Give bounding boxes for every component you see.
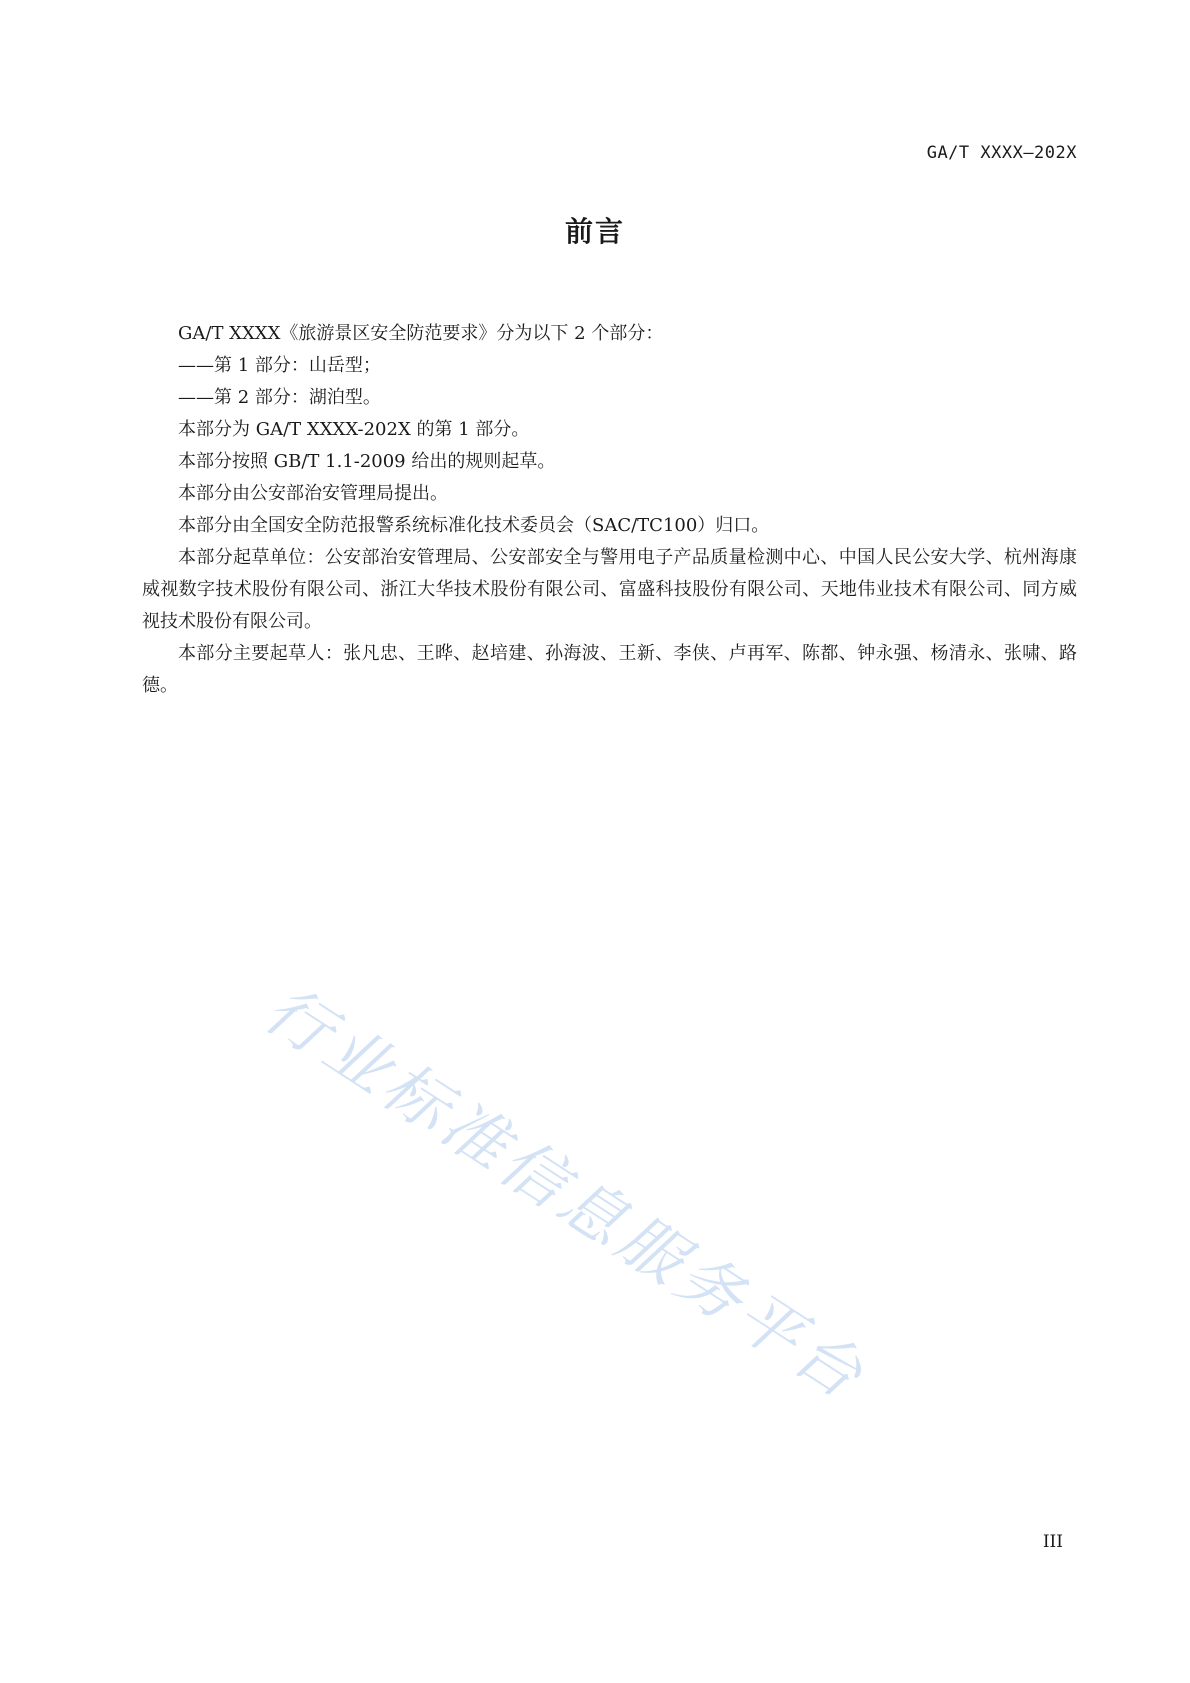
page-title: 前言 (564, 215, 625, 248)
paragraph-centralized-by: 本部分由全国安全防范报警系统标准化技术委员会（SAC/TC100）归口。 (178, 515, 770, 536)
paragraph-drafting-rules: 本部分按照 GB/T 1.1-2009 给出的规则起草。 (178, 451, 556, 472)
paragraph-drafters: 本部分主要起草人：张凡忠、王晔、赵培建、孙海波、王新、李侠、卢再军、陈都、钟永强、杨清永、张啸、路德。 (142, 643, 1077, 696)
paragraph-part-2: ——第 2 部分：湖泊型。 (178, 387, 381, 408)
watermark-text: 行业标准信息服务平台 (251, 972, 879, 1416)
document-code: GA/T XXXX—202X (926, 143, 1077, 163)
paragraph-this-part: 本部分为 GA/T XXXX-202X 的第 1 部分。 (178, 419, 530, 440)
page-number: III (1042, 1532, 1063, 1552)
paragraph-parts-intro: GA/T XXXX《旅游景区安全防范要求》分为以下 2 个部分： (178, 323, 664, 344)
foreword-body (142, 318, 1077, 702)
paragraph-part-1: ——第 1 部分：山岳型； (178, 355, 381, 376)
paragraph-proposed-by: 本部分由公安部治安管理局提出。 (178, 483, 448, 504)
paragraph-drafting-units: 本部分起草单位：公安部治安管理局、公安部安全与警用电子产品质量检测中心、中国人民公安大学、杭州海康威视数字技术股份有限公司、浙江大华技术股份有限公司、富盛科技股份有限公司、天地伟业技术有限公司、同方威视技术股份有限公司。 (142, 547, 1077, 632)
